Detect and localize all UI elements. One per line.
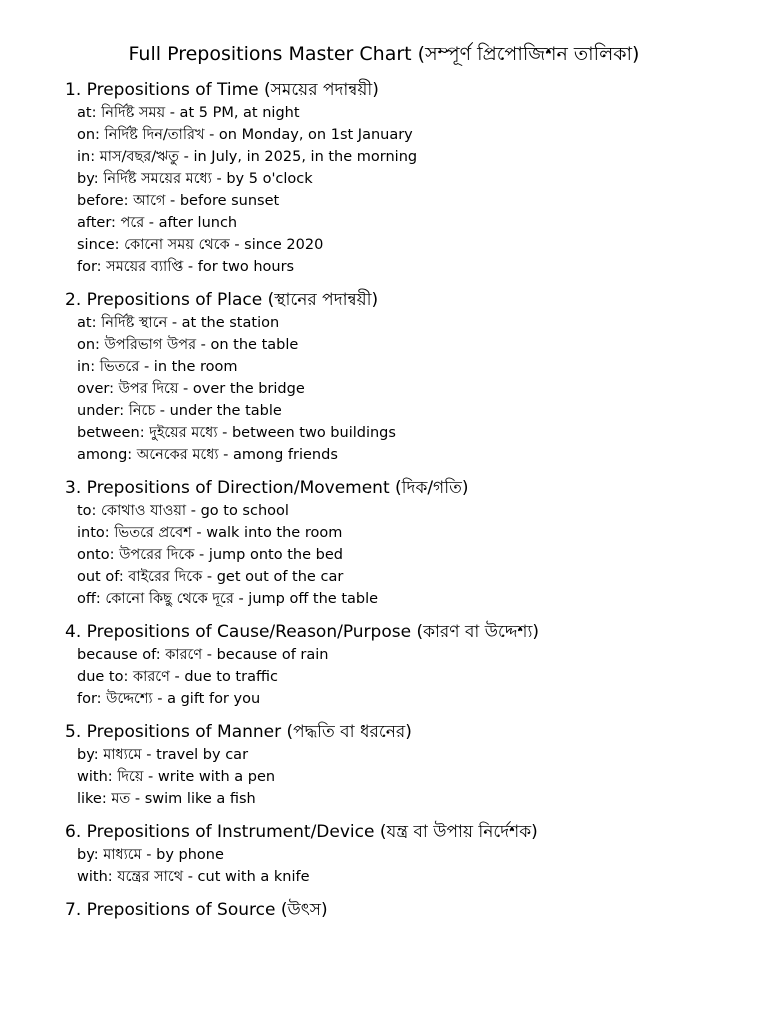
list-item: with: দিয়ে - write with a pen — [77, 769, 276, 785]
list-item: like: মত - swim like a fish — [77, 791, 256, 807]
list-item: on: উপরিভাগ উপর - on the table — [77, 337, 299, 353]
list-item: under: নিচে - under the table — [77, 403, 282, 419]
list-item: by: মাধ্যমে - by phone — [77, 847, 224, 863]
sections-container — [0, 79, 768, 922]
list-item: in: ভিতরে - in the room — [77, 359, 238, 375]
list-item: since: কোনো সময় থেকে - since 2020 — [77, 237, 324, 253]
section — [65, 821, 768, 888]
list-item: into: ভিতরে প্রবেশ - walk into the room — [77, 525, 343, 541]
list-item: off: কোনো কিছু থেকে দূরে - jump off the table — [77, 591, 379, 607]
section — [65, 79, 768, 278]
section-item-list — [65, 102, 768, 278]
list-item: by: নির্দিষ্ট সময়ের মধ্যে - by 5 o'clock — [77, 171, 313, 187]
section — [65, 289, 768, 466]
list-item: over: উপর দিয়ে - over the bridge — [77, 381, 305, 397]
list-item: between: দুইয়ের মধ্যে - between two buildings — [77, 425, 396, 441]
section-heading: 6. Prepositions of Instrument/Device (যন্ত্র বা উপায় নির্দেশক) — [65, 822, 538, 842]
section-item-list — [65, 844, 768, 888]
section-item-list — [65, 744, 768, 810]
list-item: out of: বাইরের দিকে - get out of the car — [77, 569, 344, 585]
section — [65, 721, 768, 810]
list-item: at: নির্দিষ্ট স্থানে - at the station — [77, 315, 280, 331]
list-item: to: কোথাও যাওয়া - go to school — [77, 503, 289, 519]
list-item: after: পরে - after lunch — [77, 215, 238, 231]
list-item: by: মাধ্যমে - travel by car — [77, 747, 249, 763]
list-item: due to: কারণে - due to traffic — [77, 669, 278, 685]
document-title: Full Prepositions Master Chart (সম্পূর্ণ প্রিপোজিশন তালিকা) — [128, 43, 640, 65]
section — [65, 477, 768, 610]
list-item: at: নির্দিষ্ট সময় - at 5 PM, at night — [77, 105, 300, 121]
list-item: onto: উপরের দিকে - jump onto the bed — [77, 547, 343, 563]
section-item-list — [65, 500, 768, 610]
section-item-list — [65, 644, 768, 710]
list-item: on: নির্দিষ্ট দিন/তারিখ - on Monday, on 1st January — [77, 127, 413, 143]
list-item: for: উদ্দেশ্যে - a gift for you — [77, 691, 261, 707]
section-heading: 5. Prepositions of Manner (পদ্ধতি বা ধরনের) — [65, 722, 412, 742]
section-heading: 3. Prepositions of Direction/Movement (দিক/গতি) — [65, 478, 469, 498]
section-heading: 7. Prepositions of Source (উৎস) — [65, 900, 328, 920]
section-heading: 1. Prepositions of Time (সময়ের পদান্বয়ী) — [65, 80, 379, 100]
list-item: for: সময়ের ব্যাপ্তি - for two hours — [77, 259, 295, 275]
list-item: before: আগে - before sunset — [77, 193, 280, 209]
list-item: because of: কারণে - because of rain — [77, 647, 329, 663]
section — [65, 621, 768, 710]
section — [65, 899, 768, 922]
section-heading: 4. Prepositions of Cause/Reason/Purpose (কারণ বা উদ্দেশ্য) — [65, 622, 540, 642]
list-item: with: যন্ত্রের সাথে - cut with a knife — [77, 869, 310, 885]
section-heading: 2. Prepositions of Place (স্থানের পদান্বয়ী) — [65, 290, 379, 310]
list-item: among: অনেকের মধ্যে - among friends — [77, 447, 338, 463]
section-item-list — [65, 312, 768, 466]
list-item: in: মাস/বছর/ঋতু - in July, in 2025, in the morning — [77, 149, 418, 165]
